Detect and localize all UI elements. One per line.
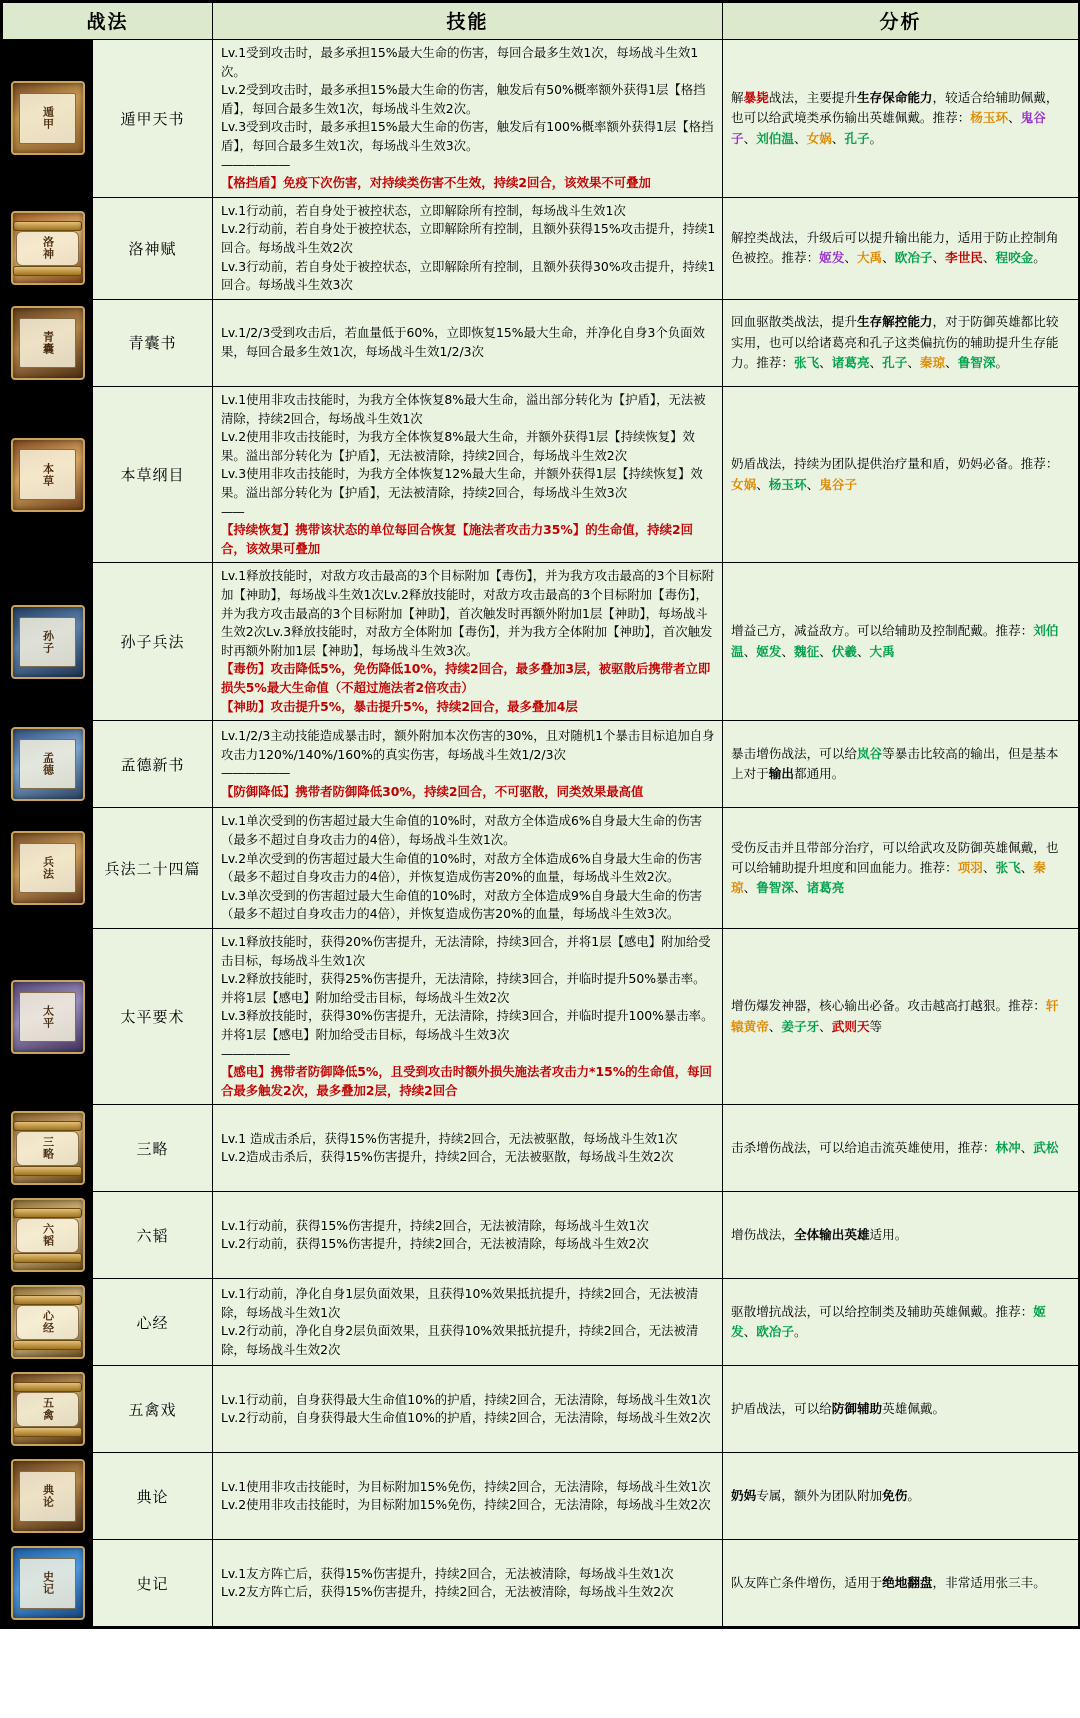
table-row <box>3 1366 1079 1453</box>
strategy-name: 太平要术 <box>93 928 213 1104</box>
strategy-name: 青囊书 <box>93 299 213 386</box>
table-row <box>3 1192 1079 1279</box>
skill-description: Lv.1单次受到的伤害超过最大生命值的10%时，对敌方全体造成6%自身最大生命的伤害（最多不超过自身攻击力的4倍），每场战斗生效1次。 Lv.2单次受到的伤害超过最大生命值的10%时，对敌方全体造成6%自身最大生命的伤害（最多不超过自身攻击力的4倍），并恢复造成伤害20%的血量，每场战斗生效2次。 Lv.3单次受到的伤害超过最大生命值的10%时，对敌方全体造成9%自身最大生命的伤害（最多不超过自身攻击力的4倍），并恢复造成伤害20%的血量，每场战斗生效3次。 <box>213 808 723 929</box>
column-header-skill: 技能 <box>213 3 723 40</box>
row-icon-cell <box>3 1366 93 1453</box>
analysis-text: 增益己方，减益敌方。可以给辅助及控制配戴。推荐：刘伯温、姬发、魏征、伏羲、大禹 <box>723 563 1079 721</box>
row-icon-cell <box>3 1279 93 1366</box>
book-scroll-stack-icon: 兵法 <box>11 831 85 905</box>
scroll-cream-icon: 五禽 <box>11 1372 85 1446</box>
scroll-orange-icon: 三略 <box>11 1111 85 1185</box>
analysis-text: 击杀增伤战法，可以给追击流英雄使用，推荐：林冲、武松 <box>723 1105 1079 1192</box>
skill-description: Lv.1/2/3受到攻击后，若血量低于60%，立即恢复15%最大生命，并净化自身3个负面效果，每回合最多生效1次，每场战斗生效1/2/3次 <box>213 299 723 386</box>
book-darkblue-icon: 孟德 <box>11 727 85 801</box>
table-row <box>3 563 1079 721</box>
row-icon-cell <box>3 1540 93 1627</box>
strategy-name: 五禽戏 <box>93 1366 213 1453</box>
table-row <box>3 1105 1079 1192</box>
analysis-text: 增伤战法，全体输出英雄适用。 <box>723 1192 1079 1279</box>
skill-description: Lv.1/2/3主动技能造成暴击时，额外附加本次伤害的30%，且对随机1个暴击目标追加自身攻击力120%/140%/160%的真实伤害，每场战斗生效1/2/3次 —————— 【防御降低】携带者防御降低30%，持续2回合，不可驱散，同类效果最高值 <box>213 721 723 808</box>
table-row <box>3 808 1079 929</box>
strategy-name: 遁甲天书 <box>93 40 213 198</box>
row-icon-cell <box>3 1453 93 1540</box>
analysis-text: 奶盾战法，持续为团队提供治疗量和盾，奶妈必备。推荐：女娲、杨玉环、鬼谷子 <box>723 386 1079 562</box>
row-icon-cell <box>3 928 93 1104</box>
table-row <box>3 1453 1079 1540</box>
table-row <box>3 299 1079 386</box>
table-row <box>3 40 1079 198</box>
column-header-analysis: 分析 <box>723 3 1079 40</box>
table-row <box>3 721 1079 808</box>
skill-description: Lv.1使用非攻击技能时，为目标附加15%免伤，持续2回合，无法清除，每场战斗生效1次 Lv.2使用非攻击技能时，为目标附加15%免伤，持续2回合，无法清除，每场战斗生效2次 <box>213 1453 723 1540</box>
analysis-text: 队友阵亡条件增伤，适用于绝地翻盘，非常适用张三丰。 <box>723 1540 1079 1627</box>
book-brown-icon: 青囊 <box>11 306 85 380</box>
analysis-text: 回血驱散类战法，提升生存解控能力，对于防御英雄都比较实用，也可以给诸葛亮和孔子这类偏抗伤的辅助提升生存能力。推荐：张飞、诸葛亮、孔子、秦琼、鲁智深。 <box>723 299 1079 386</box>
table-row <box>3 1279 1079 1366</box>
table-row <box>3 197 1079 299</box>
strategy-name: 洛神赋 <box>93 197 213 299</box>
analysis-text: 受伤反击并且带部分治疗，可以给武攻及防御英雄佩戴，也可以给辅助提升坦度和回血能力。推荐：项羽、张飞、秦琼、鲁智深、诸葛亮 <box>723 808 1079 929</box>
analysis-text: 暴击增伤战法，可以给岚谷等暴击比较高的输出，但是基本上对于输出都通用。 <box>723 721 1079 808</box>
table-row <box>3 928 1079 1104</box>
strategy-name: 六韬 <box>93 1192 213 1279</box>
analysis-text: 解控类战法，升级后可以提升输出能力，适用于防止控制角色被控。推荐：姬发、大禹、欧冶子、李世民、程咬金。 <box>723 197 1079 299</box>
strategy-name: 三略 <box>93 1105 213 1192</box>
table-body <box>3 40 1079 1627</box>
analysis-text: 护盾战法，可以给防御辅助英雄佩戴。 <box>723 1366 1079 1453</box>
skill-description: Lv.1行动前，自身获得最大生命值10%的护盾，持续2回合，无法清除，每场战斗生效1次 Lv.2行动前，自身获得最大生命值10%的护盾，持续2回合，无法清除，每场战斗生效2次 <box>213 1366 723 1453</box>
row-icon-cell <box>3 563 93 721</box>
row-icon-cell <box>3 40 93 198</box>
row-icon-cell <box>3 808 93 929</box>
book-purple-icon: 太平 <box>11 980 85 1054</box>
table-header <box>3 3 1079 40</box>
row-icon-cell <box>3 1105 93 1192</box>
skill-description: Lv.1行动前，净化自身1层负面效果，且获得10%效果抵抗提升，持续2回合，无法被清除，每场战斗生效1次 Lv.2行动前，净化自身2层负面效果，且获得10%效果抵抗提升，持续2回合，无法被清除，每场战斗生效2次 <box>213 1279 723 1366</box>
strategy-table <box>2 2 1079 1627</box>
analysis-text: 奶妈专属，额外为团队附加免伤。 <box>723 1453 1079 1540</box>
row-icon-cell <box>3 386 93 562</box>
row-icon-cell <box>3 197 93 299</box>
strategy-name: 心经 <box>93 1279 213 1366</box>
strategy-name: 典论 <box>93 1453 213 1540</box>
strategy-name: 孟德新书 <box>93 721 213 808</box>
analysis-text: 驱散增抗战法，可以给控制类及辅助英雄佩戴。推荐：姬发、欧冶子。 <box>723 1279 1079 1366</box>
skill-description: Lv.1友方阵亡后，获得15%伤害提升，持续2回合，无法被清除，每场战斗生效1次 Lv.2友方阵亡后，获得15%伤害提升，持续2回合，无法被清除，每场战斗生效2次 <box>213 1540 723 1627</box>
skill-description: Lv.1释放技能时，获得20%伤害提升，无法清除，持续3回合，并将1层【感电】附加给受击目标，每场战斗生效1次 Lv.2释放技能时，获得25%伤害提升，无法清除，持续3回合，并临时提升50%暴击率。并将1层【感电】附加给受击目标，每场战斗生效2次 Lv.3释放技能时，获得30%伤害提升，无法清除，持续3回合，并临时提升100%暴击率。并将1层【感电】附加给受击目标，每场战斗生效3次 —————— 【感电】携带者防御降低5%，且受到攻击时额外损失施法者攻击力*15%的生命值，每回合最多触发2次，最多叠加2层，持续2回合 <box>213 928 723 1104</box>
strategy-name: 史记 <box>93 1540 213 1627</box>
scroll-tan-icon: 心经 <box>11 1285 85 1359</box>
row-icon-cell <box>3 1192 93 1279</box>
book-tan-icon: 典论 <box>11 1459 85 1533</box>
book-cyan-icon: 史记 <box>11 1546 85 1620</box>
analysis-text: 解暴毙战法，主要提升生存保命能力，较适合给辅助佩戴，也可以给武境类承伤输出英雄佩戴。推荐：杨玉环、鬼谷子、刘伯温、女娲、孔子。 <box>723 40 1079 198</box>
skill-description: Lv.1受到攻击时，最多承担15%最大生命的伤害，每回合最多生效1次，每场战斗生效1次。 Lv.2受到攻击时，最多承担15%最大生命的伤害，触发后有50%概率额外获得1层【格挡盾】，每回合最多生效1次，每场战斗生效2次。 Lv.3受到攻击时，最多承担15%最大生命的伤害，触发后有100%概率额外获得1层【格挡盾】，每回合最多生效1次，每场战斗生效3次。 —————— 【格挡盾】免疫下次伤害，对持续类伤害不生效，持续2回合，该效果不可叠加 <box>213 40 723 198</box>
column-header-name: 战法 <box>3 3 213 40</box>
skill-description: Lv.1使用非攻击技能时，为我方全体恢复8%最大生命，溢出部分转化为【护盾】，无法被清除，持续2回合，每场战斗生效1次 Lv.2使用非攻击技能时，为我方全体恢复8%最大生命，并额外获得1层【持续恢复】效果。溢出部分转化为【护盾】，无法被清除，持续2回合，每场战斗生效2次 Lv.3使用非攻击技能时，为我方全体恢复12%最大生命，并额外获得1层【持续恢复】效果。溢出部分转化为【护盾】，无法被清除，持续2回合，每场战斗生效3次 —— 【持续恢复】携带该状态的单位每回合恢复【施法者攻击力35%】的生命值，持续2回合，该效果可叠加 <box>213 386 723 562</box>
row-icon-cell <box>3 721 93 808</box>
analysis-text: 增伤爆发神器，核心输出必备。攻击越高打越狠。推荐：轩辕黄帝、姜子牙、武则天等 <box>723 928 1079 1104</box>
strategy-name: 兵法二十四篇 <box>93 808 213 929</box>
table-row <box>3 386 1079 562</box>
strategy-name: 孙子兵法 <box>93 563 213 721</box>
book-blue-icon: 孙子 <box>11 605 85 679</box>
scroll-golden-icon: 洛神 <box>11 211 85 285</box>
table-header-row <box>3 3 1079 40</box>
strategy-name: 本草纲目 <box>93 386 213 562</box>
skill-description: Lv.1释放技能时，对敌方攻击最高的3个目标附加【毒伤】，并为我方攻击最高的3个目标附加【神助】，每场战斗生效1次Lv.2释放技能时，对敌方攻击最高的3个目标附加【毒伤】，并为我方攻击最高的3个目标附加【神助】，首次触发时再额外附加1层【神助】，每场战斗生效2次Lv.3释放技能时，对敌方全体附加【毒伤】，并为我方全体附加【神助】，首次触发时再额外附加1层【神助】，每场战斗生效3次。 【毒伤】攻击降低5%，免伤降低10%，持续2回合，最多叠加3层，被驱散后携带者立即损失5%最大生命值（不超过施法者2倍攻击） 【神助】攻击提升5%，暴击提升5%，持续2回合，最多叠加4层 <box>213 563 723 721</box>
row-icon-cell <box>3 299 93 386</box>
table-row <box>3 1540 1079 1627</box>
skill-description: Lv.1 造成击杀后，获得15%伤害提升，持续2回合，无法被驱散，每场战斗生效1次 Lv.2造成击杀后，获得15%伤害提升，持续2回合，无法被驱散，每场战斗生效2次 <box>213 1105 723 1192</box>
skill-description: Lv.1行动前，若自身处于被控状态，立即解除所有控制，每场战斗生效1次 Lv.2行动前，若自身处于被控状态，立即解除所有控制，且额外获得15%攻击提升，持续1回合。每场战斗生效2次 Lv.3行动前，若自身处于被控状态，立即解除所有控制，且额外获得30%攻击提升，持续1回合。每场战斗生效3次 <box>213 197 723 299</box>
book-red-icon: 本草 <box>11 438 85 512</box>
skill-description: Lv.1行动前，获得15%伤害提升，持续2回合，无法被清除，每场战斗生效1次 Lv.2行动前，获得15%伤害提升，持续2回合，无法被清除，每场战斗生效2次 <box>213 1192 723 1279</box>
book-golden-icon: 遁甲 <box>11 81 85 155</box>
scroll-yellow-icon: 六韬 <box>11 1198 85 1272</box>
